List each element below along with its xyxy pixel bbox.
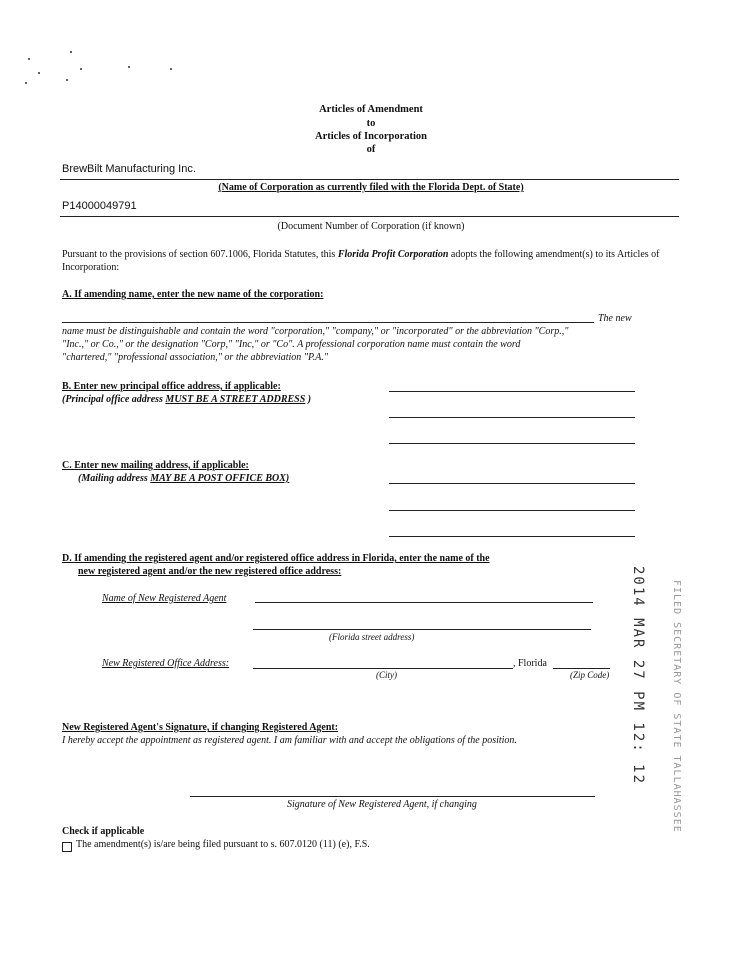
office-address-label: New Registered Office Address: <box>102 658 230 669</box>
signature-heading-text: New Registered Agent's Signature, if changing Registered Agent: <box>62 722 339 733</box>
scan-speck <box>28 58 30 60</box>
principal-address-line-2[interactable] <box>389 417 635 418</box>
corporation-name-caption: (Name of Corporation as currently filed with the Florida Dept. of State) <box>218 182 524 193</box>
section-c-heading-text: C. Enter new mailing address, if applicable: <box>62 460 249 471</box>
office-florida-label: , Florida <box>513 658 547 669</box>
section-b-note-suffix: ) <box>305 394 312 405</box>
section-a-heading-text: A. If amending name, enter the new name of the corporation: <box>62 289 324 300</box>
intro-corp-type: Florida Profit Corporation <box>337 249 449 260</box>
check-item-text: The amendment(s) is/are being filed pursuant to s. 607.0120 (11) (e), F.S. <box>76 839 370 850</box>
section-c-note-prefix: (Mailing address <box>78 473 151 484</box>
intro-text-end: adopts the following amendment(s) to its Articles of Incorporation: <box>62 249 660 273</box>
office-zip-input-line[interactable] <box>553 668 610 669</box>
form-title-line-2: to <box>366 118 376 129</box>
form-title-line-3: Articles of Incorporation <box>315 131 427 142</box>
section-b-note-emph: MUST BE A STREET ADDRESS <box>165 394 306 405</box>
filing-date-stamp: 2014 MAR 27 PM 12: 12 <box>630 566 646 786</box>
section-c-note-emph: MAY BE A POST OFFICE BOX) <box>150 473 290 484</box>
section-a-note-line-2: "Inc.," or Co.," or the designation "Corp," "Inc," or "Co". A professional corporation name must contain the word <box>62 339 521 350</box>
mailing-address-line-3[interactable] <box>389 536 635 537</box>
section-b-heading <box>62 381 281 392</box>
section-b-note <box>62 394 311 405</box>
section-d-heading-2-text: new registered agent and/or the new registered office address: <box>78 566 342 577</box>
filing-stamp-faint: FILED SECRETARY OF STATE TALLAHASSEE <box>671 580 682 833</box>
signature-caption: Signature of New Registered Agent, if changing <box>287 799 477 810</box>
intro-paragraph <box>62 248 682 274</box>
section-b-note-prefix: (Principal office address <box>62 394 166 405</box>
agent-name-input-line[interactable] <box>255 602 593 603</box>
section-a-note-line-1: name must be distinguishable and contain the word "corporation," "company," or "incorporated" or the abbreviation "Corp.," <box>62 326 569 337</box>
corporation-name-value[interactable]: BrewBilt Manufacturing Inc. <box>62 163 196 175</box>
signature-input-line[interactable] <box>190 796 595 797</box>
intro-text-start: Pursuant to the provisions of section 607.1006, Florida Statutes, this <box>62 249 338 260</box>
mailing-address-line-1[interactable] <box>389 483 635 484</box>
agent-name-label: Name of New Registered Agent <box>102 593 227 604</box>
section-c-heading <box>62 460 249 471</box>
form-title-line-1: Articles of Amendment <box>319 104 423 115</box>
document-number-value[interactable]: P14000049791 <box>62 200 137 212</box>
document-number-line <box>60 216 679 217</box>
check-heading: Check if applicable <box>62 826 145 837</box>
florida-street-caption: (Florida street address) <box>329 632 415 642</box>
section-a-heading <box>62 289 323 300</box>
section-b-heading-text: B. Enter new principal office address, if applicable: <box>62 381 281 392</box>
signature-heading <box>62 722 338 733</box>
corporation-name-line <box>60 179 679 180</box>
amendment-checkbox[interactable] <box>62 842 72 852</box>
scan-speck <box>70 51 72 53</box>
florida-street-input-line[interactable] <box>253 629 591 630</box>
new-name-input-line[interactable] <box>62 322 594 323</box>
section-c-note <box>78 473 289 484</box>
mailing-address-line-2[interactable] <box>389 510 635 511</box>
form-title-line-4: of <box>366 144 376 155</box>
scan-speck <box>80 68 82 70</box>
document-number-caption: (Document Number of Corporation (if known) <box>277 221 465 232</box>
section-a-the-new: The new <box>598 313 632 324</box>
section-a-note-line-3: "chartered," "professional association," or the abbreviation "P.A." <box>62 352 329 363</box>
scan-speck <box>66 79 68 81</box>
city-caption: (City) <box>376 670 397 680</box>
scan-speck <box>170 68 172 70</box>
scan-speck <box>38 72 40 74</box>
zip-code-caption: (Zip Code) <box>570 670 610 680</box>
scan-speck <box>25 82 27 84</box>
signature-statement: I hereby accept the appointment as registered agent. I am familiar with and accept the obligations of the position. <box>62 735 517 746</box>
office-city-input-line[interactable] <box>253 668 513 669</box>
section-d-heading-1-text: D. If amending the registered agent and/or registered office address in Florida, enter the name of the <box>62 553 490 564</box>
section-d-heading-1 <box>62 553 490 564</box>
principal-address-line-3[interactable] <box>389 443 635 444</box>
scan-speck <box>128 66 130 68</box>
section-d-heading-2 <box>78 566 341 577</box>
principal-address-line-1[interactable] <box>389 391 635 392</box>
